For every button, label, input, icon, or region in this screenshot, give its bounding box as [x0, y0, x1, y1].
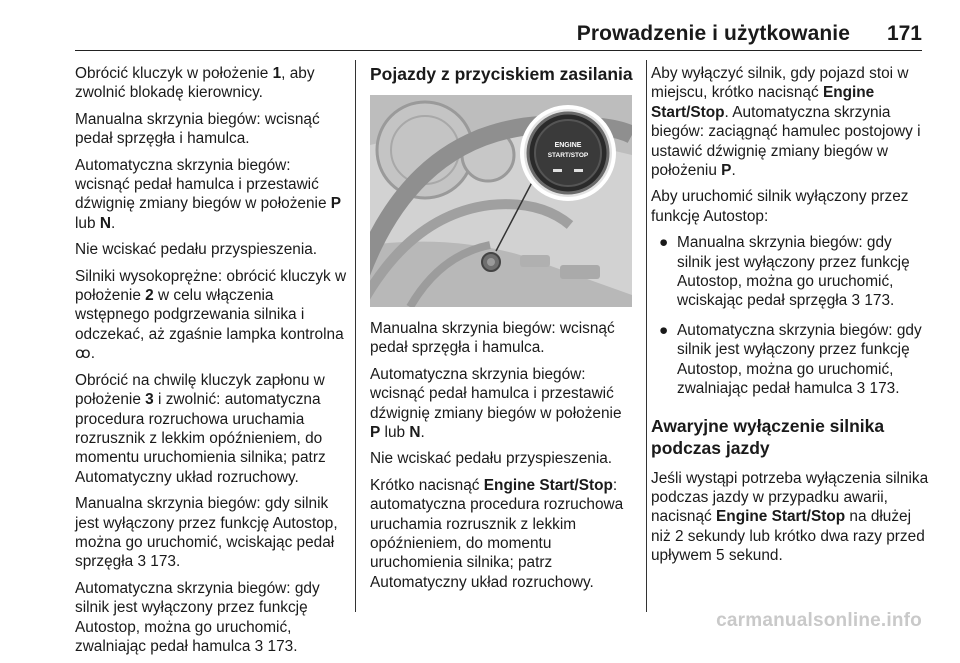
list-item: ● Automatyczna skrzynia biegów: gdy silnik jest wyłączony przez funkcję Autostop, można go uruchomić, zwalniając pedał hamulca 3 173. — [659, 321, 922, 398]
paragraph: Automatyczna skrzynia biegów: gdy silnik jest wyłączony przez funkcję Autostop, można go uruchomić, zwalniając pedał hamulca 3 173. — [75, 579, 320, 655]
page-ref-icon: 3 — [851, 292, 861, 310]
paragraph: Manualna skrzynia biegów: wcisnąć pedał sprzęgła i hamulca. — [75, 110, 320, 148]
header-rule — [75, 50, 922, 51]
button-label-engine: ENGINE — [554, 142, 582, 149]
glow-plug-icon: ꝏ — [75, 345, 91, 363]
paragraph: Krótko nacisnąć Engine Start/Stop: automatyczna procedura rozruchowa uruchamia rozrusznik z lekkim opóźnieniem, do momentu uruchomienia silnika; patrz Automatyczny układ rozruchowy. — [370, 476, 624, 591]
paragraph: Nie wciskać pedału przyspieszenia. — [370, 450, 613, 468]
subheading: Awaryjne wyłączenie silnika podczas jazdy — [651, 415, 885, 458]
list-item: ● Manualna skrzynia biegów: gdy silnik jest wyłączony przez funkcję Autostop, można go uruchomić, wciskając pedał sprzęgła 3 173. — [659, 234, 910, 310]
column-divider — [646, 60, 647, 612]
watermark: carmanualsonline.info — [716, 610, 922, 631]
paragraph: Manualna skrzynia biegów: gdy silnik jest wyłączony przez funkcję Autostop, można go uruchomić, wciskając pedał sprzęgła 3 173. — [75, 495, 338, 571]
column-right — [651, 64, 930, 573]
bullet-icon: ● — [659, 234, 669, 252]
page-ref-icon: 3 — [254, 637, 264, 655]
page-ref-icon: 3 — [137, 553, 147, 571]
engine-start-button-illustration — [370, 95, 632, 307]
page-header — [0, 0, 960, 52]
paragraph: Automatyczna skrzynia biegów: wcisnąć pedał hamulca i przestawić dźwignię zmiany biegów w położenie P lub N. — [75, 156, 342, 232]
column-left — [75, 64, 347, 663]
paragraph: Aby wyłączyć silnik, gdy pojazd stoi w miejscu, krótko nacisnąć Engine Start/Stop. Automatyczna skrzynia biegów: zaciągnąć hamulec postojowy i ustawić dźwignię zmiany biegów w położeniu P. — [651, 65, 921, 180]
dashboard-drawing — [370, 95, 632, 307]
bullet-icon: ● — [659, 321, 669, 339]
page-ref-icon: 3 — [856, 380, 866, 398]
paragraph: Aby uruchomić silnik wyłączony przez funkcję Autostop: — [651, 188, 909, 225]
paragraph: Manualna skrzynia biegów: wcisnąć pedał sprzęgła i hamulca. — [370, 320, 615, 357]
paragraph: Silniki wysokoprężne: obrócić kluczyk w położenie 2 w celu włączenia wstępnego podgrzewania silnika i odczekać, aż zgaśnie lampka kontrolna ꝏ. — [75, 267, 347, 363]
column-middle — [370, 64, 634, 599]
page-title: Prowadzenie i użytkowanie — [576, 22, 850, 45]
column-divider — [355, 60, 356, 612]
bullet-list — [651, 233, 930, 398]
paragraph: Jeśli wystąpi potrzeba wyłączenia silnika podczas jazdy w przypadku awarii, nacisnąć Engine Start/Stop na dłużej niż 2 sekundy lub krótko dwa razy przed upływem 5 sekund. — [651, 469, 929, 565]
section-title: Pojazdy z przyciskiem zasilania — [370, 64, 633, 84]
button-label-startstop: START/STOP — [547, 152, 589, 159]
page-number: 171 — [886, 22, 922, 45]
paragraph: Nie wciskać pedału przyspieszenia. — [75, 241, 318, 259]
paragraph: Obrócić kluczyk w położenie 1, aby zwolnić blokadę kierownicy. — [75, 65, 315, 102]
paragraph: Obrócić na chwilę kluczyk zapłonu w położenie 3 i zwolnić: automatyczna procedura rozruchowa uruchamia rozrusznik z lekkim opóźnieniem, do momentu uruchomienia silnika; patrz Automatyczny układ rozruchowy. — [75, 371, 326, 486]
paragraph: Automatyczna skrzynia biegów: wcisnąć pedał hamulca i przestawić dźwignię zmiany biegów w położenie P lub N. — [370, 365, 622, 442]
